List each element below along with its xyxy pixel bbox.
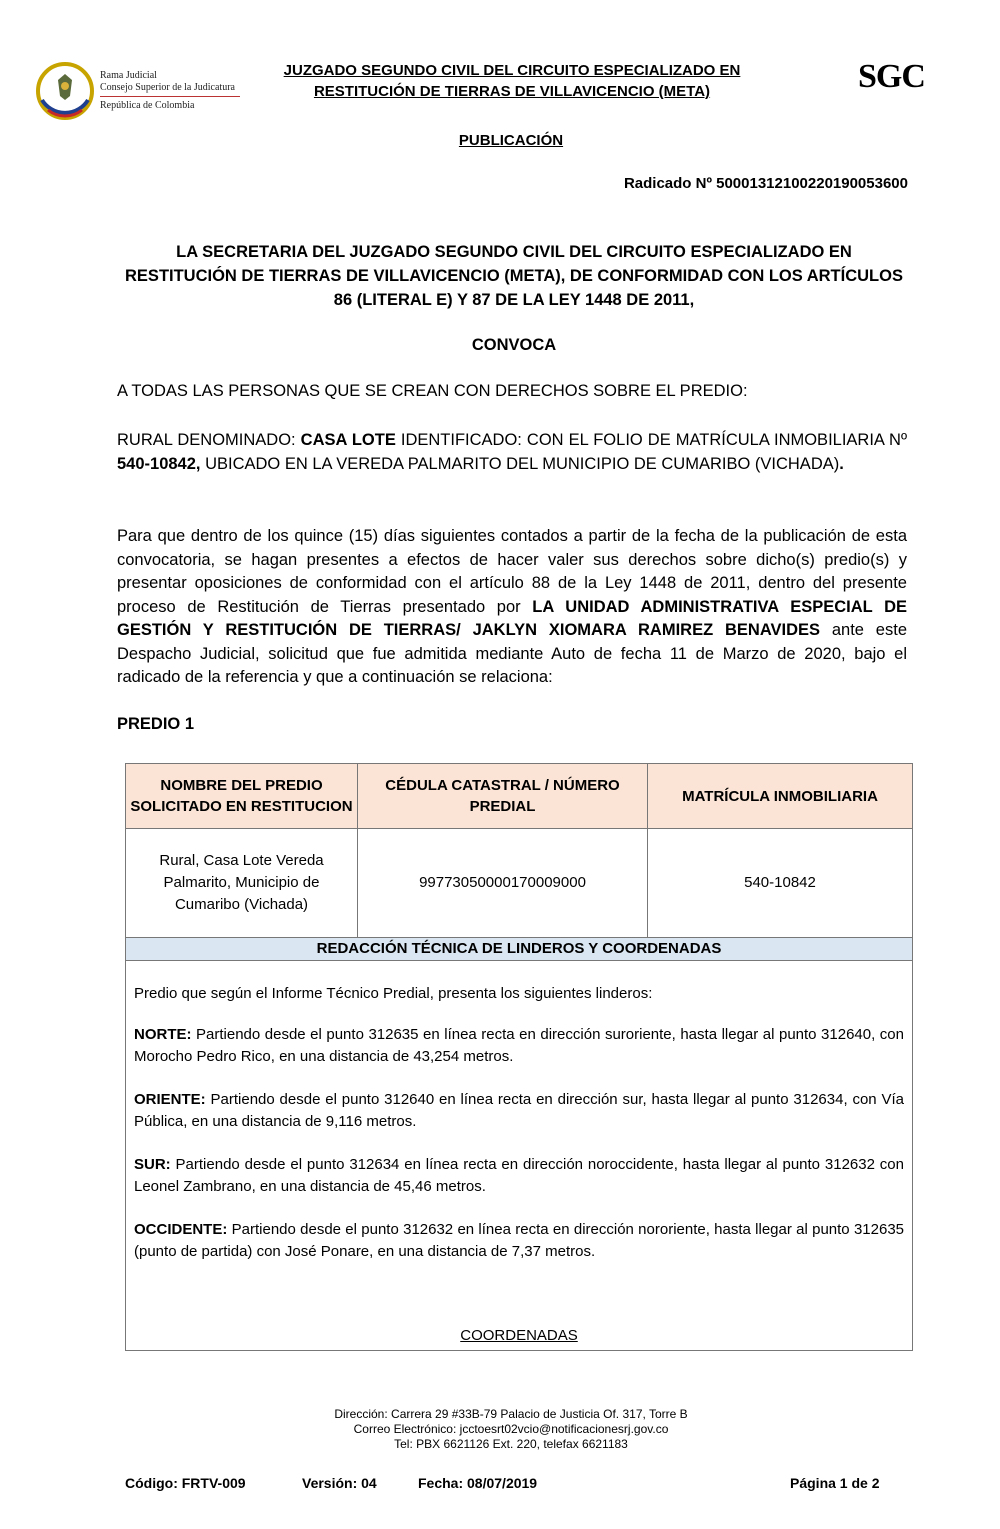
coordenadas-heading: COORDENADAS	[460, 1327, 578, 1344]
header-nombre-predio: NOMBRE DEL PREDIO SOLICITADO EN RESTITUCION	[126, 764, 357, 828]
table-rule	[126, 960, 912, 961]
cell-nombre-predio: Rural, Casa Lote Vereda Palmarito, Municipio de Cumaribo (Vichada)	[159, 852, 324, 913]
radicado-number: Radicado Nº 50001312100220190053600	[623, 175, 908, 192]
footer-telefono: Tel: PBX 6621126 Ext. 220, telefax 6621183	[394, 1437, 628, 1451]
logo-line-3: República de Colombia	[100, 100, 195, 111]
rama-judicial-logo	[34, 60, 244, 124]
secretaria-paragraph: LA SECRETARIA DEL JUZGADO SEGUNDO CIVIL DEL CIRCUITO ESPECIALIZADO EN RESTITUCIÓN DE TIERRAS DE VILLAVICENCIO (META), DE CONFORMIDAD CON LOS ARTÍCULOS 86 (LITERAL E) Y 87 DE LA LEY 1448 DE 2011,	[125, 243, 903, 309]
footer-correo: Correo Electrónico: jcctoesrt02vcio@notificacionesrj.gov.co	[353, 1422, 669, 1436]
rural-bold-2: 540-10842,	[117, 454, 201, 473]
lindero-sur	[134, 1154, 904, 1198]
footer-direccion: Dirección: Carrera 29 #33B-79 Palacio de Justicia Of. 317, Torre B	[334, 1407, 688, 1421]
lindero-occidente	[134, 1219, 904, 1263]
para-text-2: /	[456, 621, 473, 639]
court-title-line-1: JUZGADO SEGUNDO CIVIL DEL CIRCUITO ESPECIALIZADO EN	[283, 62, 741, 79]
para-text-3: ante este Despacho Judicial, solicitud que fue admitida mediante Auto de fecha 11 de Marzo de 2020, bajo el radicado de la referencia y que a continuación se relaciona:	[117, 621, 907, 686]
table-column-rule	[357, 764, 358, 938]
rural-bold-3: .	[839, 454, 844, 473]
lindero-label: NORTE:	[134, 1026, 192, 1043]
lindero-norte	[134, 1024, 904, 1068]
para-bold-2: JAKLYN XIOMARA RAMIREZ BENAVIDES	[472, 621, 821, 639]
rural-text-3: UBICADO EN LA VEREDA PALMARITO DEL MUNICIPIO DE CUMARIBO (VICHADA)	[200, 454, 840, 473]
rural-text-2: IDENTIFICADO: CON EL FOLIO DE MATRÍCULA INMOBILIARIA Nº	[395, 431, 907, 449]
cell-matricula: 540-10842	[744, 874, 816, 891]
footer-codigo: Código: FRTV-009	[125, 1475, 246, 1491]
lindero-oriente	[134, 1089, 904, 1133]
sgc-logo: SGC	[858, 58, 925, 95]
colombia-seal-icon	[36, 62, 94, 120]
court-title	[222, 60, 802, 102]
para-text-1: Para que dentro de los quince (15) días siguientes contados a partir de la fecha de la publicación de esta convocatoria, se hagan presentes a efectos de hacer valer sus derechos sobre dicho(s) predio(s) y presentar oposiciones de conformidad con el artículo 88 de la Ley 1448 de 2011, dentro del presente proceso de Restitución de Tierras presentado por	[117, 527, 907, 616]
footer-address	[0, 1407, 1000, 1452]
convoca-heading: CONVOCA	[471, 336, 557, 354]
predio-title: PREDIO 1	[117, 715, 195, 733]
header-matricula: MATRÍCULA INMOBILIARIA	[648, 764, 912, 828]
rural-bold-1: CASA LOTE	[300, 431, 396, 449]
redaccion-heading: REDACCIÓN TÉCNICA DE LINDEROS Y COORDENADAS	[126, 938, 912, 960]
linderos-intro: Predio que según el Informe Técnico Predial, presenta los siguientes linderos:	[134, 985, 653, 1002]
logo-line-2: Consejo Superior de la Judicatura	[100, 82, 235, 93]
court-title-line-2: RESTITUCIÓN DE TIERRAS DE VILLAVICENCIO (META)	[313, 83, 711, 100]
footer-version: Versión: 04	[302, 1475, 377, 1491]
cell-cedula-catastral: 99773050000170009000	[419, 874, 586, 891]
footer-pagina: Página 1 de 2	[790, 1475, 880, 1491]
rural-paragraph	[117, 429, 907, 476]
lindero-label: OCCIDENTE:	[134, 1221, 228, 1238]
lindero-label: SUR:	[134, 1156, 171, 1173]
todas-las-personas: A TODAS LAS PERSONAS QUE SE CREAN CON DERECHOS SOBRE EL PREDIO:	[117, 382, 748, 400]
para-bold-1: LA UNIDAD ADMINISTRATIVA ESPECIAL DE GESTIÓN Y RESTITUCIÓN DE TIERRAS	[117, 597, 907, 639]
footer-fecha: Fecha: 08/07/2019	[418, 1475, 538, 1491]
lindero-text: Partiendo desde el punto 312640 en línea recta en dirección sur, hasta llegar al punto 312634, con Vía Pública, en una distancia de 9,116 metros.	[134, 1091, 904, 1130]
predio-table	[125, 763, 913, 1351]
main-paragraph	[117, 525, 907, 690]
logo-text	[100, 70, 235, 112]
lindero-label: ORIENTE:	[134, 1091, 206, 1108]
header-cedula-catastral: CÉDULA CATASTRAL / NÚMERO PREDIAL	[358, 764, 647, 828]
rural-text-1: RURAL DENOMINADO:	[117, 431, 301, 449]
lindero-text: Partiendo desde el punto 312635 en línea recta en dirección suroriente, hasta llegar al punto 312640, con Morocho Pedro Rico, en una distancia de 43,254 metros.	[134, 1026, 904, 1065]
table-column-rule	[647, 764, 648, 938]
logo-divider	[100, 96, 240, 97]
lindero-text: Partiendo desde el punto 312634 en línea recta en dirección noroccidente, hasta llegar al punto 312632 con Leonel Zambrano, en una distancia de 45,46 metros.	[134, 1156, 904, 1195]
lindero-text: Partiendo desde el punto 312632 en línea recta en dirección nororiente, hasta llegar al punto 312635 (punto de partida) con José Ponare, en una distancia de 7,37 metros.	[134, 1221, 904, 1260]
publicacion-heading: PUBLICACIÓN	[458, 132, 564, 149]
logo-line-1: Rama Judicial	[100, 70, 157, 81]
